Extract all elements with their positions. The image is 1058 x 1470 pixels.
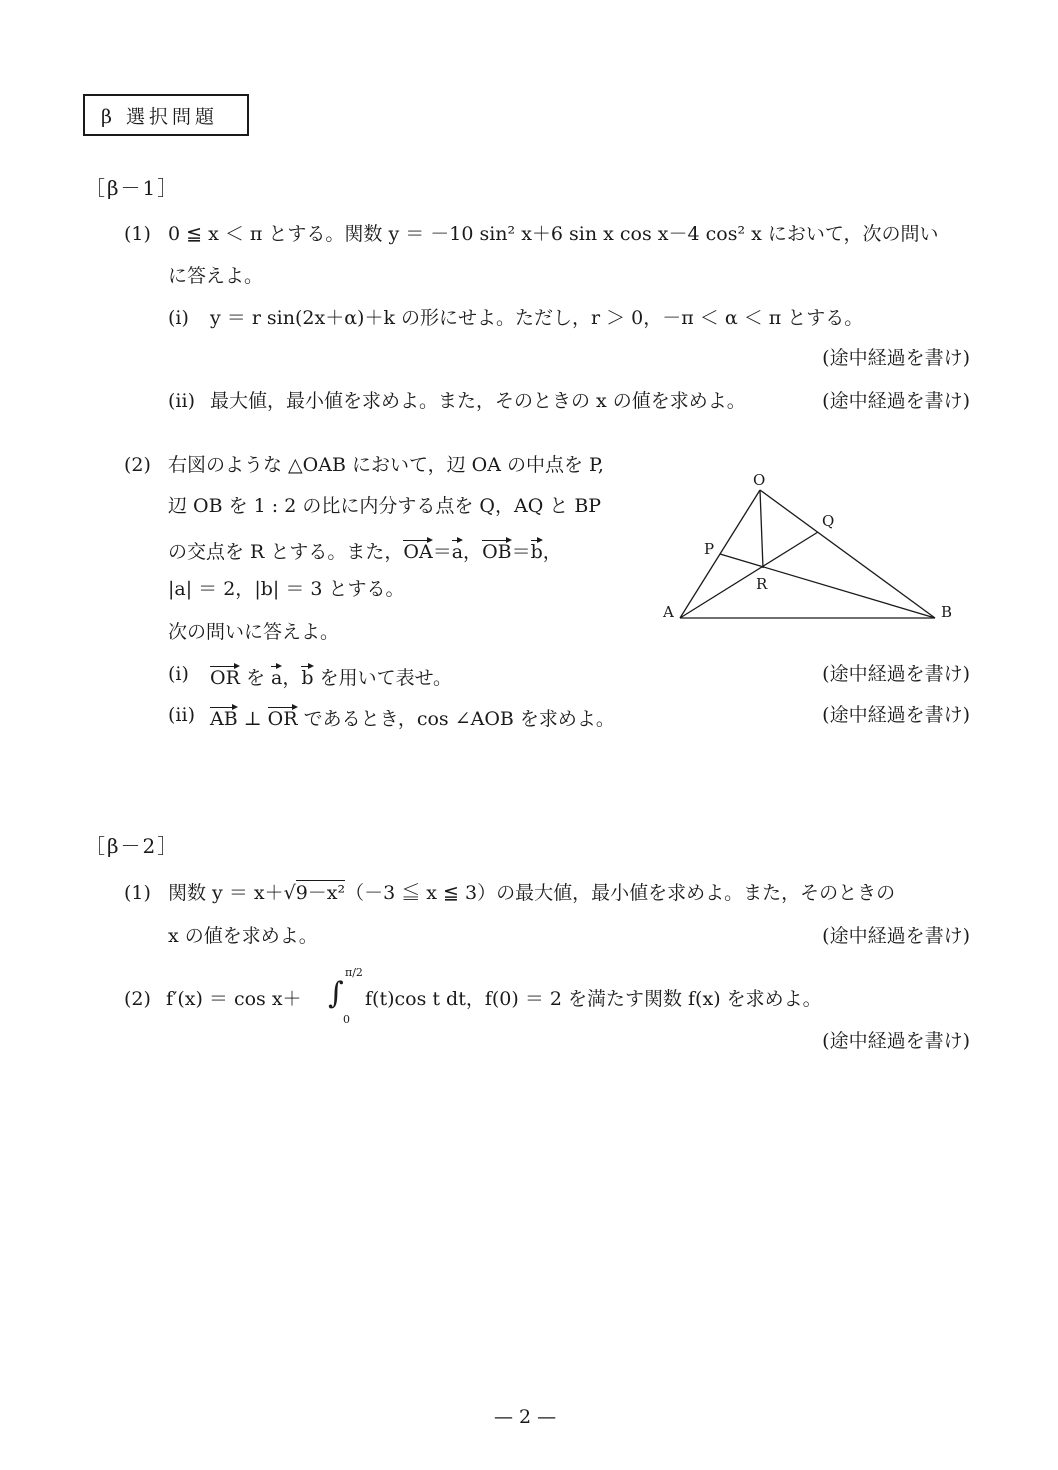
q1-sub1-note: (途中経過を書け) <box>822 347 970 369</box>
vector-AB: AB <box>210 708 238 730</box>
q2-sub2-number: (ii) <box>168 704 195 726</box>
q2-text-line3 <box>168 539 562 562</box>
magnitude-b: |b| ＝ 3 とする。 <box>254 578 405 600</box>
vector-a: a <box>451 541 464 563</box>
q2-number: (2) <box>124 454 151 476</box>
perpendicular-symbol: ⊥ <box>243 708 262 730</box>
label-O: O <box>753 471 766 489</box>
integral-lower-limit: 0 <box>343 1013 350 1026</box>
integral-upper-limit: π/2 <box>345 966 363 979</box>
equals-sign: ＝ <box>432 541 452 563</box>
vector-OR: OR <box>210 667 240 689</box>
sqrt-symbol: √ <box>283 882 296 904</box>
s2-q1-prefix: 関数 y ＝ x＋ <box>168 882 284 904</box>
label-Q: Q <box>822 512 835 530</box>
segment-AQ <box>680 532 818 618</box>
vector-a: a <box>271 667 283 689</box>
q2-text-line4 <box>168 580 405 599</box>
segment-BP <box>720 554 935 618</box>
q2-sub1-number: (i) <box>168 663 189 685</box>
q2-sub2-text <box>210 706 615 729</box>
s2-q1-note: (途中経過を書け) <box>822 925 970 947</box>
vector-OB: OB <box>482 541 512 563</box>
q2-text-line5: 次の問いに答えよ。 <box>168 621 340 643</box>
s2-q2-number: (2) <box>124 988 151 1010</box>
label-A: A <box>663 603 674 621</box>
q2-sub2-end: であるとき，cos ∠AOB を求めよ。 <box>303 708 615 730</box>
q2-text-line1: 右図のような △OAB において，辺 OA の中点を P, <box>168 454 604 476</box>
q1-text-line1: 0 ≦ x ＜ π とする。関数 y ＝ －10 sin² x＋6 sin x cos x－4 cos² x において，次の問い <box>168 223 939 245</box>
vector-b: b <box>301 667 314 689</box>
q2-line3-prefix: の交点を R とする。また， <box>168 541 404 563</box>
q2-sub1-text <box>210 665 452 688</box>
vector-b: b <box>530 541 543 563</box>
s2-q1-number: (1) <box>124 882 151 904</box>
sqrt-radicand: 9－x² <box>295 882 346 904</box>
comma: ， <box>463 541 483 563</box>
page-number: — 2 — <box>494 1406 557 1428</box>
section-header-box: β 選択問題 <box>83 94 249 136</box>
q2-sub1-end: を用いて表せ。 <box>319 667 452 689</box>
magnitude-a: |a| ＝ 2， <box>168 578 255 600</box>
segment-OR <box>760 490 763 568</box>
integral-sign: ∫ <box>328 976 344 1011</box>
s2-q2-note: (途中経過を書け) <box>822 1030 970 1052</box>
triangle-figure <box>655 465 965 630</box>
section-title-beta-1: ［β－1］ <box>85 176 180 200</box>
comma: ， <box>282 667 302 689</box>
q2-text-line2: 辺 OB を 1 : 2 の比に内分する点を Q，AQ と BP <box>168 495 602 517</box>
label-P: P <box>704 540 715 558</box>
q1-sub2-number: (ii) <box>168 390 195 412</box>
q1-sub2-text: 最大値，最小値を求めよ。また，そのときの x の値を求めよ。 <box>210 390 746 412</box>
label-R: R <box>756 575 768 593</box>
label-B: B <box>941 603 953 621</box>
s2-q2-prefix: f′(x) ＝ cos x＋ <box>166 988 302 1010</box>
equals-sign: ＝ <box>511 541 531 563</box>
edge-OB <box>760 490 935 618</box>
q1-text-line2: に答えよ。 <box>168 265 264 287</box>
s2-q2-text: f(t)cos t dt，f(0) ＝ 2 を満たす関数 f(x) を求めよ。 <box>365 988 822 1010</box>
section-title-beta-2: ［β－2］ <box>85 834 180 858</box>
q2-sub2-note: (途中経過を書け) <box>822 704 970 726</box>
q2-sub1-note: (途中経過を書け) <box>822 663 970 685</box>
q2-sub1-mid: を <box>245 667 265 689</box>
q1-sub1-text: y ＝ r sin(2x＋α)＋k の形にせよ。ただし，r ＞ 0，－π ＜ α ＜ π とする。 <box>210 307 864 329</box>
q1-sub2-note: (途中経過を書け) <box>822 390 970 412</box>
comma: ， <box>542 541 562 563</box>
s2-q1-text-line2: x の値を求めよ。 <box>168 925 318 947</box>
vector-OA: OA <box>403 541 433 563</box>
vector-OR: OR <box>267 708 298 730</box>
s2-q1-suffix: （－3 ≦ x ≦ 3）の最大値，最小値を求めよ。また，そのときの <box>345 882 896 904</box>
s2-q1-text-line1 <box>168 884 895 903</box>
q1-sub1-number: (i) <box>168 307 189 329</box>
q1-number: (1) <box>124 223 151 245</box>
